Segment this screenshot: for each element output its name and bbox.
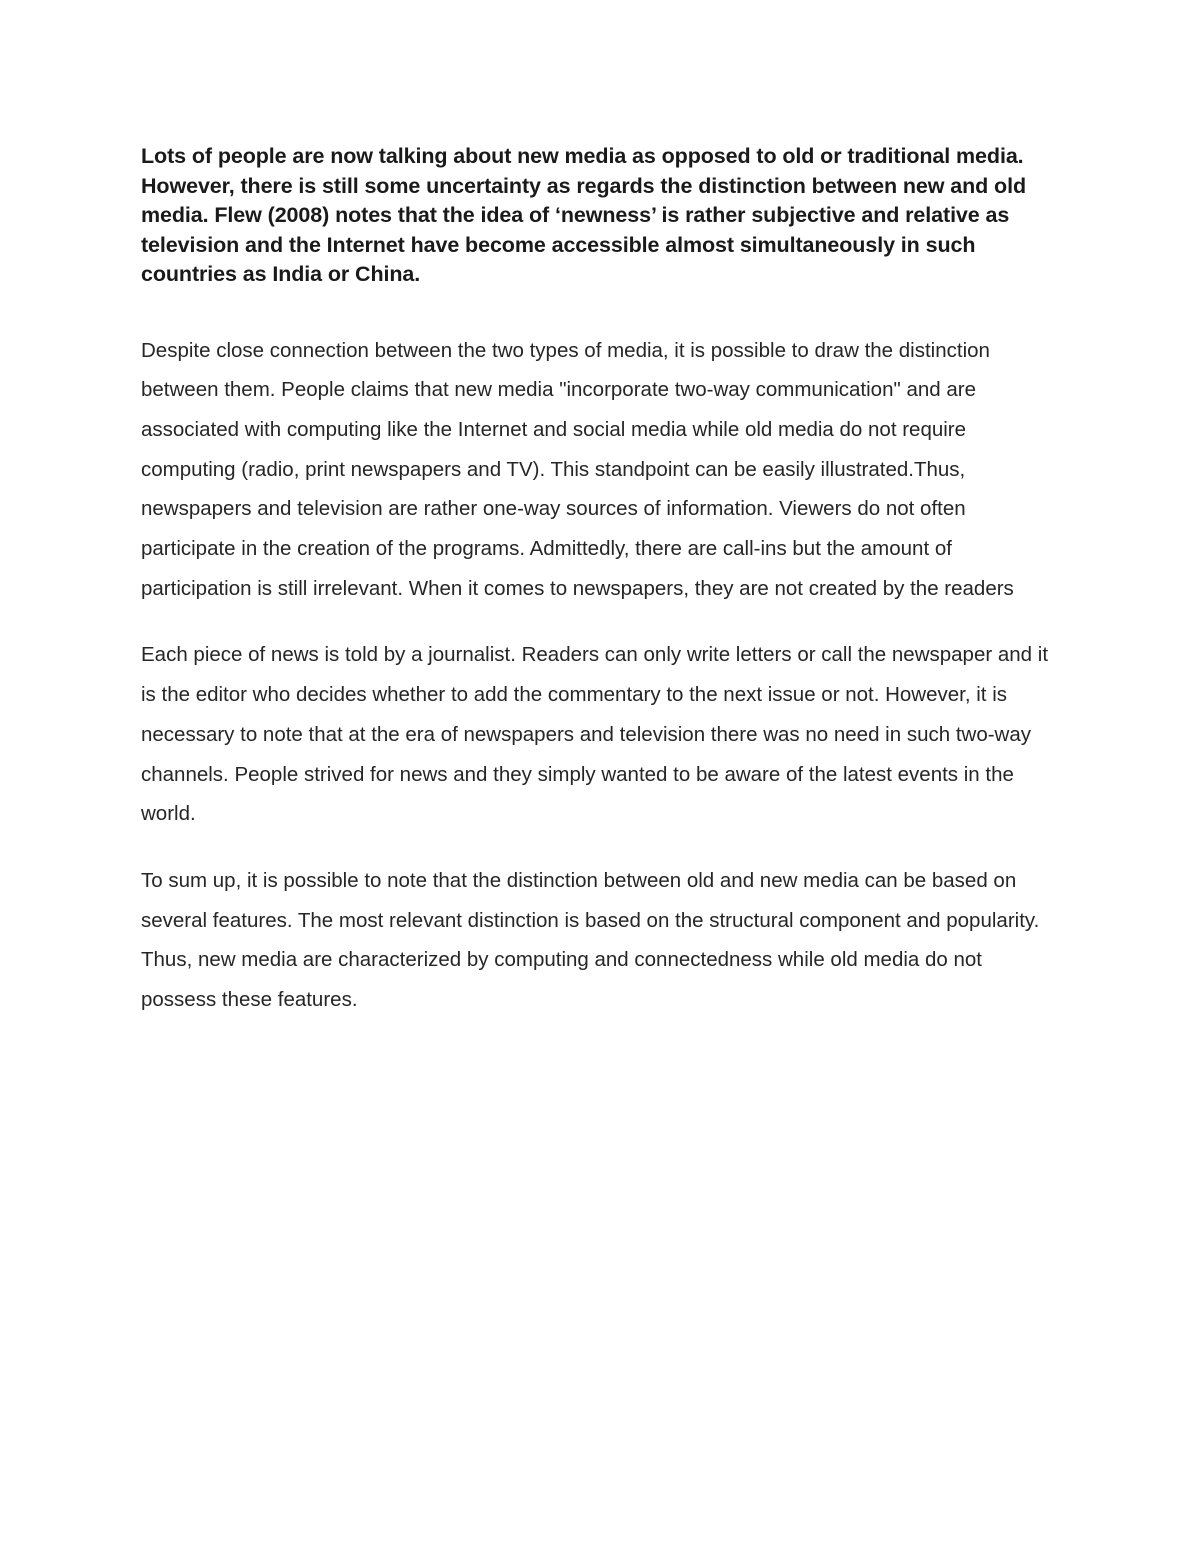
intro-paragraph: Lots of people are now talking about new media as opposed to old or traditional media. However, there is still some uncertainty as regards the distinction between new and old media. Flew (2008) notes that the idea of ‘newness’ is rather subjective and relative as television and the Internet have become accessible almost simultaneously in such countries as India or China.: [141, 144, 1026, 286]
document-body: [141, 142, 1056, 1020]
body-paragraph-journalist: Each piece of news is told by a journalist. Readers can only write letters or call the newspaper and it is the editor who decides whether to add the commentary to the next issue or not. However, it is necessary to note that at the era of newspapers and television there was no need in such two-way channels. People strived for news and they simply wanted to be aware of the latest events in the world.: [141, 643, 1049, 826]
conclusion-paragraph: To sum up, it is possible to note that the distinction between old and new media can be based on several features. The most relevant distinction is based on the structural component and popularity. Thus, new media are characterized by computing and connectedness while old media do not possess these features.: [141, 868, 1040, 1012]
body-paragraph-connection: Despite close connection between the two types of media, it is possible to draw the distinction between them. People claims that new media "incorporate two-way communication" and are associated with computing like the Internet and social media while old media do not require computing (radio, print newspapers and TV). This standpoint can be easily illustrated.Thus, newspapers and television are rather one-way sources of information. Viewers do not often participate in the creation of the programs. Admittedly, there are call-ins but the amount of participation is still irrelevant. When it comes to newspapers, they are not created by the readers: [141, 338, 1014, 600]
